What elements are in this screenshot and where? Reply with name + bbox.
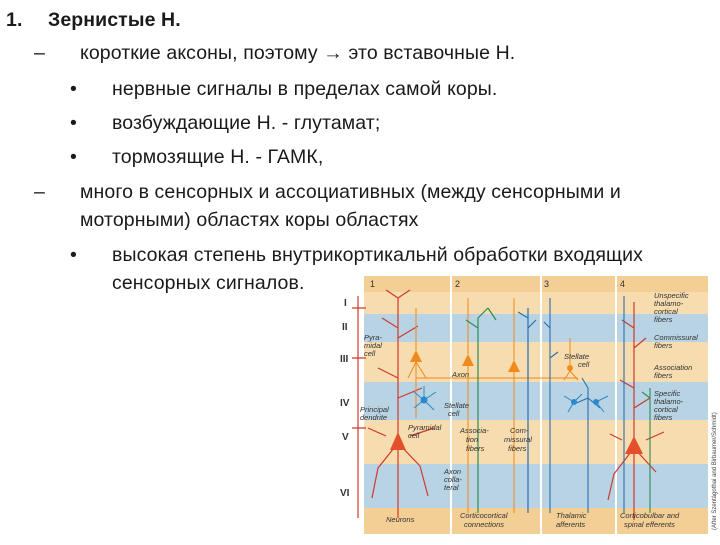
sub-bullet-processing-line2: сенсорных сигналов. xyxy=(112,272,305,294)
bullet-dot: • xyxy=(70,78,77,100)
sub-bullet-excitatory: возбуждающие Н. - глутамат; xyxy=(112,112,381,134)
column-number-1: 1 xyxy=(370,279,376,289)
label-thalamic-afferents: Thalamic xyxy=(556,511,587,520)
label-unspecific-fibers: thalamo- xyxy=(654,299,684,308)
label-unspecific-fibers: fibers xyxy=(654,315,673,324)
label-thalamic-afferents: afferents xyxy=(556,520,586,529)
layer-label-i: I xyxy=(344,298,347,309)
label-specific-fibers: thalamo- xyxy=(654,397,684,406)
label-stellate-cell: cell xyxy=(578,360,590,369)
dash-marker: – xyxy=(34,181,45,203)
bullet-sensory-line2: моторными) областях коры областях xyxy=(80,209,419,231)
label-axon: Axon xyxy=(452,370,470,379)
heading-number: 1. xyxy=(6,9,23,31)
label-association-fibers: Association xyxy=(654,363,693,372)
column-number-4: 4 xyxy=(620,279,626,289)
label-neurons: Neurons xyxy=(386,515,415,524)
label-specific-fibers: fibers xyxy=(654,413,673,422)
sub-bullet-signals: нервные сигналы в пределах самой коры. xyxy=(112,78,498,100)
label-axon-collateral: Axon xyxy=(444,467,462,476)
label-association-fibers: tion xyxy=(466,435,479,444)
label-corticobulbar: spinal efferents xyxy=(624,520,675,529)
cortex-layers-diagram xyxy=(338,268,720,540)
label-stellate-cell: Stellate xyxy=(564,352,590,361)
cortex-layers-figure xyxy=(338,268,720,540)
layer-label-v: V xyxy=(342,432,349,443)
bullet-dot: • xyxy=(70,244,77,266)
label-corticobulbar: Corticobulbar and xyxy=(620,511,680,520)
label-pyramidal-cell: cell xyxy=(364,349,376,358)
bullet-dot: • xyxy=(70,112,77,134)
label-specific-fibers: cortical xyxy=(654,405,678,414)
layer-band-vi xyxy=(364,464,708,508)
sub-bullet-inhibitory: тормозящие Н. - ГАМК, xyxy=(112,146,324,168)
bullet-dot: • xyxy=(70,146,77,168)
figure-credit: (After Szentágothai and Birbaumer/Schmidt) xyxy=(712,412,718,530)
label-commissural-fibers: Com- xyxy=(510,426,529,435)
label-pyramidal-cell: Pyra- xyxy=(364,333,382,342)
label-commissural-fibers: Commissural xyxy=(654,333,698,342)
sub-bullet-processing-line1: высокая степень внутрикортикальнй обработки входящих xyxy=(112,244,644,266)
label-specific-fibers: Specific xyxy=(654,389,681,398)
bullet-short-axons: короткие аксоны, поэтому → это вставочные Н. xyxy=(80,42,516,64)
label-commissural-fibers: missural xyxy=(504,435,532,444)
label-commissural-fibers: fibers xyxy=(508,444,527,453)
label-corticocortical: connections xyxy=(464,520,505,529)
layer-label-iv: IV xyxy=(340,398,350,409)
label-principal-dendrite: dendrite xyxy=(360,413,388,422)
dash-marker: – xyxy=(34,42,45,64)
bullet-sensory-line1: много в сенсорных и ассоциативных (между сенсорными и xyxy=(80,181,621,203)
label-association-fibers: fibers xyxy=(654,371,673,380)
column-number-3: 3 xyxy=(544,279,550,289)
label-axon-collateral: teral xyxy=(444,483,459,492)
layer-label-iii: III xyxy=(340,354,349,365)
label-association-fibers: Associa- xyxy=(460,426,489,435)
layer-label-ii: II xyxy=(342,322,348,333)
label-unspecific-fibers: Unspecific xyxy=(654,291,689,300)
label-stellate-cell: cell xyxy=(448,409,460,418)
heading-title: Зернистые Н. xyxy=(48,9,181,31)
label-stellate-cell: Stellate xyxy=(444,401,470,410)
label-pyramidal-cell: midal xyxy=(364,341,382,350)
header-band xyxy=(364,276,708,292)
label-association-fibers: fibers xyxy=(466,444,485,453)
label-principal-dendrite: Principal xyxy=(360,405,389,414)
label-axon-collateral: colla- xyxy=(444,475,462,484)
label-corticocortical: Corticocortical xyxy=(460,511,508,520)
label-pyramidal-cell: cell xyxy=(408,431,420,440)
layer-label-vi: VI xyxy=(340,488,350,499)
column-number-2: 2 xyxy=(455,279,461,289)
label-commissural-fibers: fibers xyxy=(654,341,673,350)
label-unspecific-fibers: cortical xyxy=(654,307,678,316)
label-pyramidal-cell: Pyramidal xyxy=(408,423,442,432)
